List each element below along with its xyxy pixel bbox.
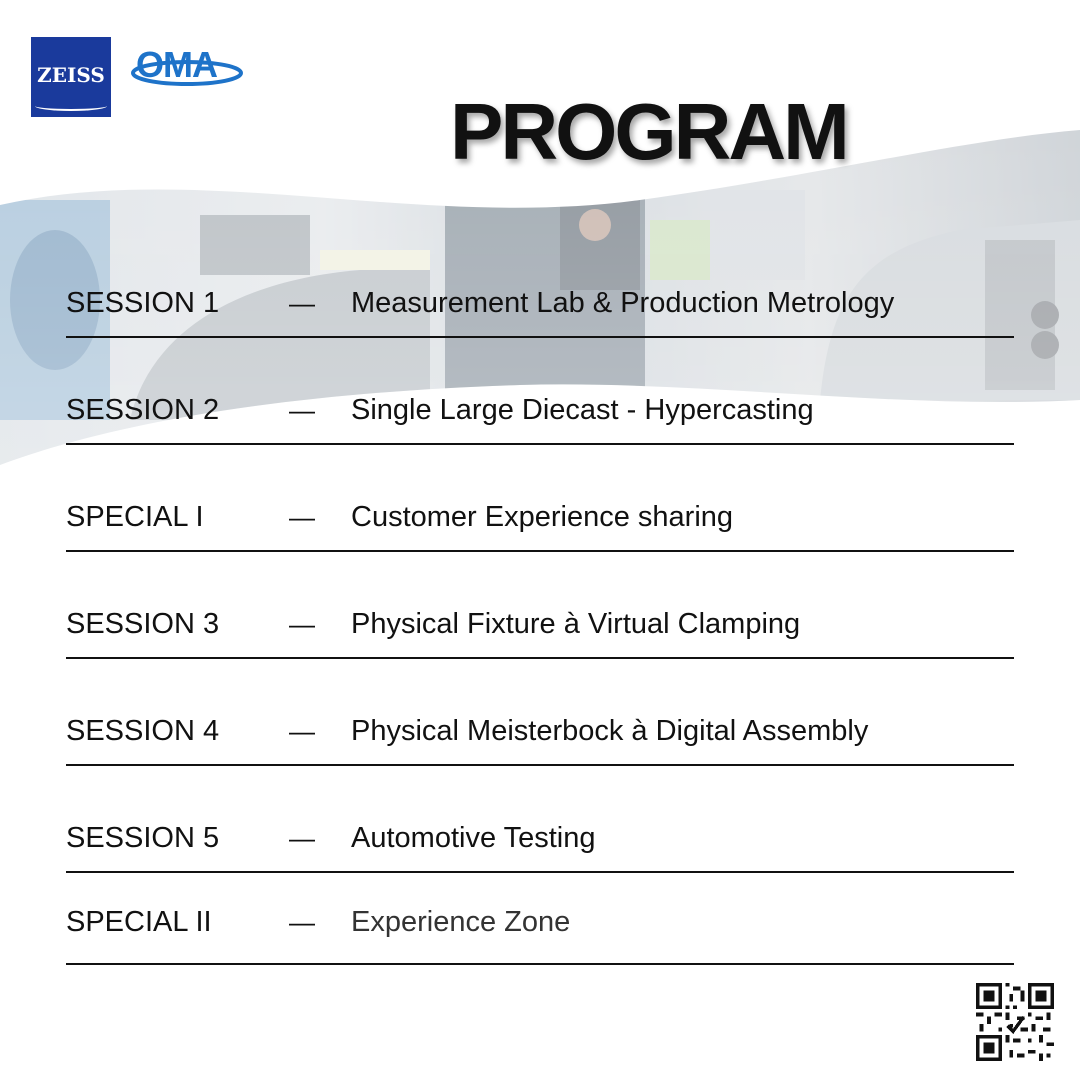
- session-title: Physical Fixture à Virtual Clamping: [351, 608, 801, 640]
- separator-dash: —: [289, 609, 315, 639]
- separator-dash: —: [289, 288, 315, 318]
- separator-dash: —: [289, 823, 315, 853]
- session-code: SESSION 3: [66, 608, 220, 640]
- session-title: Measurement Lab & Production Metrology: [351, 287, 895, 319]
- session-title: Automotive Testing: [351, 822, 596, 854]
- oma-logo-text: OMA: [136, 44, 217, 85]
- program-row-session-4: [66, 704, 1014, 766]
- program-row-session-3: [66, 597, 1014, 659]
- zeiss-logo: [31, 37, 111, 117]
- session-code: SESSION 5: [66, 822, 220, 854]
- qr-code-icon[interactable]: [976, 983, 1054, 1061]
- session-code: SESSION 1: [66, 287, 220, 319]
- session-code: SESSION 4: [66, 715, 220, 747]
- session-title: Single Large Diecast - Hypercasting: [351, 394, 814, 426]
- zeiss-logo-text: ZEISS: [37, 63, 105, 87]
- session-code: SPECIAL I: [66, 501, 204, 533]
- separator-dash: —: [289, 716, 315, 746]
- program-row-session-1: [66, 276, 1014, 338]
- separator-dash: —: [289, 502, 315, 532]
- program-row-special-1: [66, 490, 1014, 552]
- program-row-session-5: [66, 811, 1014, 873]
- program-row-special-2: [66, 895, 1014, 965]
- separator-dash: —: [289, 907, 315, 937]
- oma-logo: [130, 43, 245, 89]
- separator-dash: —: [289, 395, 315, 425]
- session-title: Experience Zone: [351, 906, 571, 938]
- session-code: SESSION 2: [66, 394, 220, 426]
- program-row-session-2: [66, 383, 1014, 445]
- page-title: PROGRAM: [450, 87, 847, 176]
- session-title: Physical Meisterbock à Digital Assembly: [351, 715, 869, 747]
- session-code: SPECIAL II: [66, 906, 212, 938]
- session-title: Customer Experience sharing: [351, 501, 734, 533]
